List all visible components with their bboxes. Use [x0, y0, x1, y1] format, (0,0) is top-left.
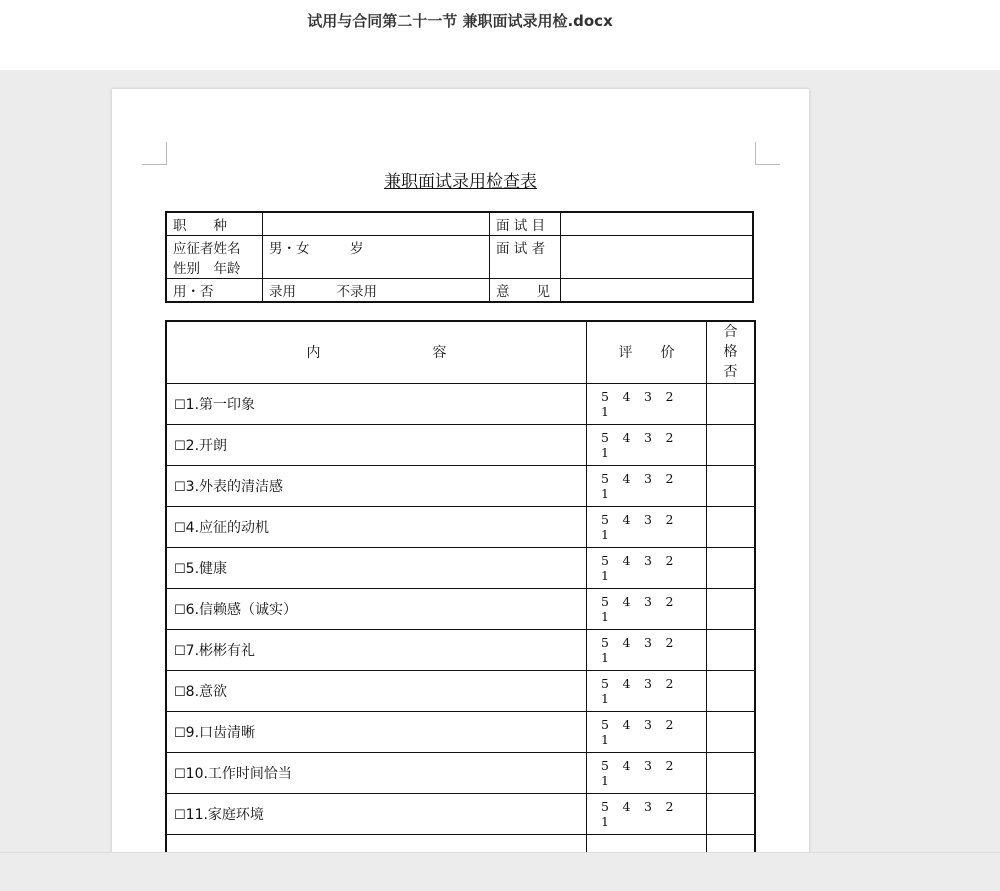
- pass-fail-cell[interactable]: [707, 793, 756, 834]
- score-option[interactable]: 2: [665, 716, 674, 732]
- interview-item-value: [561, 212, 754, 236]
- table-row: [166, 588, 755, 629]
- score-option[interactable]: 2: [665, 757, 674, 773]
- score-option[interactable]: 2: [665, 675, 674, 691]
- applicant-info-table: [165, 211, 754, 303]
- score-scale: [587, 465, 707, 506]
- score-option[interactable]: 4: [622, 511, 631, 527]
- score-option[interactable]: 1: [601, 608, 609, 624]
- document-viewer[interactable]: [0, 70, 1000, 852]
- score-option[interactable]: 4: [622, 798, 631, 814]
- evaluation-item: [166, 383, 587, 424]
- score-option[interactable]: 3: [644, 634, 652, 650]
- score-option[interactable]: 1: [601, 403, 609, 419]
- evaluation-item-label: 5.健康: [185, 560, 228, 577]
- score-scale: [587, 547, 707, 588]
- score-option[interactable]: 3: [644, 757, 652, 773]
- table-row: [166, 711, 755, 752]
- opinion-value: [561, 279, 754, 303]
- score-option[interactable]: 3: [644, 593, 652, 609]
- evaluation-item: [166, 793, 587, 834]
- score-option[interactable]: 4: [622, 388, 631, 404]
- table-row: [166, 629, 755, 670]
- score-option[interactable]: 2: [665, 552, 674, 568]
- table-row: [166, 383, 755, 424]
- score-option[interactable]: 3: [644, 470, 652, 486]
- score-option[interactable]: 4: [622, 634, 631, 650]
- table-row: [166, 465, 755, 506]
- score-option[interactable]: 5: [601, 552, 609, 568]
- score-scale: [587, 834, 707, 852]
- score-option[interactable]: 3: [644, 798, 652, 814]
- score-scale: [587, 711, 707, 752]
- score-option[interactable]: 1: [601, 772, 609, 788]
- gender-age-value: 男・女 岁: [263, 236, 490, 279]
- score-option[interactable]: 1: [601, 731, 609, 747]
- score-option[interactable]: 3: [644, 552, 652, 568]
- score-option[interactable]: 5: [601, 798, 609, 814]
- evaluation-item-label: 1.第一印象: [185, 396, 256, 413]
- evaluation-item-label: 2.开朗: [185, 437, 228, 454]
- score-option[interactable]: 2: [665, 634, 674, 650]
- score-scale: [587, 793, 707, 834]
- pass-fail-cell[interactable]: [707, 424, 756, 465]
- interview-item-label: 面 试 目: [490, 212, 561, 236]
- checkbox-icon[interactable]: ☐: [174, 807, 186, 823]
- score-option[interactable]: 4: [622, 716, 631, 732]
- score-option[interactable]: 1: [601, 690, 609, 706]
- table-row: [166, 547, 755, 588]
- score-option[interactable]: 4: [622, 470, 631, 486]
- evaluation-item: [166, 588, 587, 629]
- checkbox-icon[interactable]: ☐: [174, 766, 186, 782]
- hire-decision-value: 录用 不录用: [263, 279, 490, 303]
- evaluation-item-label: 3.外表的清洁感: [185, 478, 284, 495]
- crop-mark-top-left: [142, 142, 167, 165]
- score-option[interactable]: 3: [644, 511, 652, 527]
- table-row: [166, 834, 755, 852]
- pass-fail-cell[interactable]: [707, 588, 756, 629]
- evaluation-item-label: 4.应征的动机: [185, 519, 270, 536]
- checkbox-icon[interactable]: ☐: [174, 479, 186, 495]
- evaluation-item: [166, 670, 587, 711]
- applicant-name-label: 应征者姓名: [173, 241, 241, 257]
- score-option[interactable]: 5: [601, 634, 609, 650]
- table-row: [166, 793, 755, 834]
- evaluation-item: [166, 711, 587, 752]
- score-scale: [587, 383, 707, 424]
- pass-fail-cell[interactable]: [707, 547, 756, 588]
- gender-age-label: 性别 年龄: [173, 261, 241, 277]
- score-option[interactable]: 1: [601, 649, 609, 665]
- evaluation-item: [166, 629, 587, 670]
- score-option[interactable]: 2: [665, 798, 674, 814]
- evaluation-rows: [166, 383, 755, 852]
- score-option[interactable]: 5: [601, 511, 609, 527]
- pass-fail-cell: [707, 834, 756, 852]
- evaluation-item-label: 6.信赖感（诚实）: [185, 601, 298, 618]
- checkbox-icon[interactable]: ☐: [174, 684, 186, 700]
- score-option[interactable]: 5: [601, 716, 609, 732]
- job-type-value: [263, 212, 490, 236]
- checkbox-icon[interactable]: ☐: [174, 561, 186, 577]
- evaluation-item-label: 9.口齿清晰: [185, 724, 256, 741]
- score-option[interactable]: 5: [601, 388, 609, 404]
- score-option[interactable]: 2: [665, 429, 674, 445]
- evaluation-item: [166, 547, 587, 588]
- checkbox-icon[interactable]: ☐: [174, 520, 186, 536]
- score-option[interactable]: 2: [665, 593, 674, 609]
- table-row: [166, 752, 755, 793]
- score-option[interactable]: 3: [644, 675, 652, 691]
- table-row: [166, 670, 755, 711]
- pass-fail-cell[interactable]: [707, 752, 756, 793]
- score-option[interactable]: 2: [665, 470, 674, 486]
- evaluation-item: [166, 424, 587, 465]
- evaluation-item-label: 8.意欲: [185, 683, 228, 700]
- score-option[interactable]: 4: [622, 593, 631, 609]
- score-option[interactable]: 1: [601, 567, 609, 583]
- pass-fail-cell[interactable]: [707, 629, 756, 670]
- evaluation-table: [165, 320, 756, 852]
- evaluation-item-label: 10.工作时间恰当: [185, 765, 292, 782]
- pass-fail-cell[interactable]: [707, 670, 756, 711]
- evaluation-item: [166, 752, 587, 793]
- pass-fail-cell[interactable]: [707, 506, 756, 547]
- hire-label: 用・否: [166, 279, 263, 303]
- score-option[interactable]: 3: [644, 429, 652, 445]
- score-option[interactable]: 1: [601, 485, 609, 501]
- evaluation-item-label: 11.家庭环境: [185, 806, 264, 823]
- pass-header: 合 格 否: [707, 321, 756, 383]
- checkbox-icon[interactable]: ☐: [174, 397, 186, 413]
- pass-fail-cell[interactable]: [707, 465, 756, 506]
- score-scale: [587, 588, 707, 629]
- document-filename: 试用与合同第二十一节 兼职面试录用检.docx: [307, 12, 613, 30]
- job-type-label: 职 种: [166, 212, 263, 236]
- score-scale: [587, 752, 707, 793]
- checkbox-icon[interactable]: ☐: [174, 602, 186, 618]
- checkbox-icon[interactable]: ☐: [174, 438, 186, 454]
- table-row: [166, 506, 755, 547]
- bottom-bar: [0, 852, 1000, 891]
- form-heading: 兼职面试录用检查表: [384, 172, 537, 192]
- score-option[interactable]: 4: [622, 429, 631, 445]
- score-option[interactable]: 1: [601, 526, 609, 542]
- evaluation-item: [166, 465, 587, 506]
- checkbox-icon[interactable]: ☐: [174, 643, 186, 659]
- score-option[interactable]: 5: [601, 470, 609, 486]
- score-option[interactable]: 5: [601, 675, 609, 691]
- score-option[interactable]: 3: [644, 388, 652, 404]
- score-option[interactable]: 4: [622, 675, 631, 691]
- evaluation-item: [166, 506, 587, 547]
- score-option[interactable]: 3: [644, 716, 652, 732]
- evaluation-header: 评 价: [587, 321, 707, 383]
- score-option[interactable]: 4: [622, 757, 631, 773]
- pass-fail-cell[interactable]: [707, 711, 756, 752]
- table-row: [166, 424, 755, 465]
- pass-fail-cell[interactable]: [707, 383, 756, 424]
- score-option[interactable]: 5: [601, 757, 609, 773]
- score-option[interactable]: 1: [601, 444, 609, 460]
- crop-mark-top-right: [755, 142, 780, 165]
- opinion-label: 意 见: [490, 279, 561, 303]
- score-option[interactable]: 2: [665, 388, 674, 404]
- score-option[interactable]: 5: [601, 593, 609, 609]
- score-scale: [587, 506, 707, 547]
- checkbox-icon[interactable]: ☐: [174, 725, 186, 741]
- title-bar: [0, 0, 1000, 70]
- score-option[interactable]: 1: [601, 813, 609, 829]
- score-option[interactable]: 5: [601, 429, 609, 445]
- score-scale: [587, 424, 707, 465]
- score-option[interactable]: 4: [622, 552, 631, 568]
- applicant-name-gender-cell: [166, 236, 263, 279]
- score-option[interactable]: 2: [665, 511, 674, 527]
- content-header: 内 容: [166, 321, 587, 383]
- interviewer-value: [561, 236, 754, 279]
- score-scale: [587, 629, 707, 670]
- document-page: [112, 89, 809, 852]
- score-scale: [587, 670, 707, 711]
- evaluation-item-label: 7.彬彬有礼: [185, 642, 256, 659]
- evaluation-item: [166, 834, 587, 852]
- interviewer-label: 面 试 者: [490, 236, 561, 279]
